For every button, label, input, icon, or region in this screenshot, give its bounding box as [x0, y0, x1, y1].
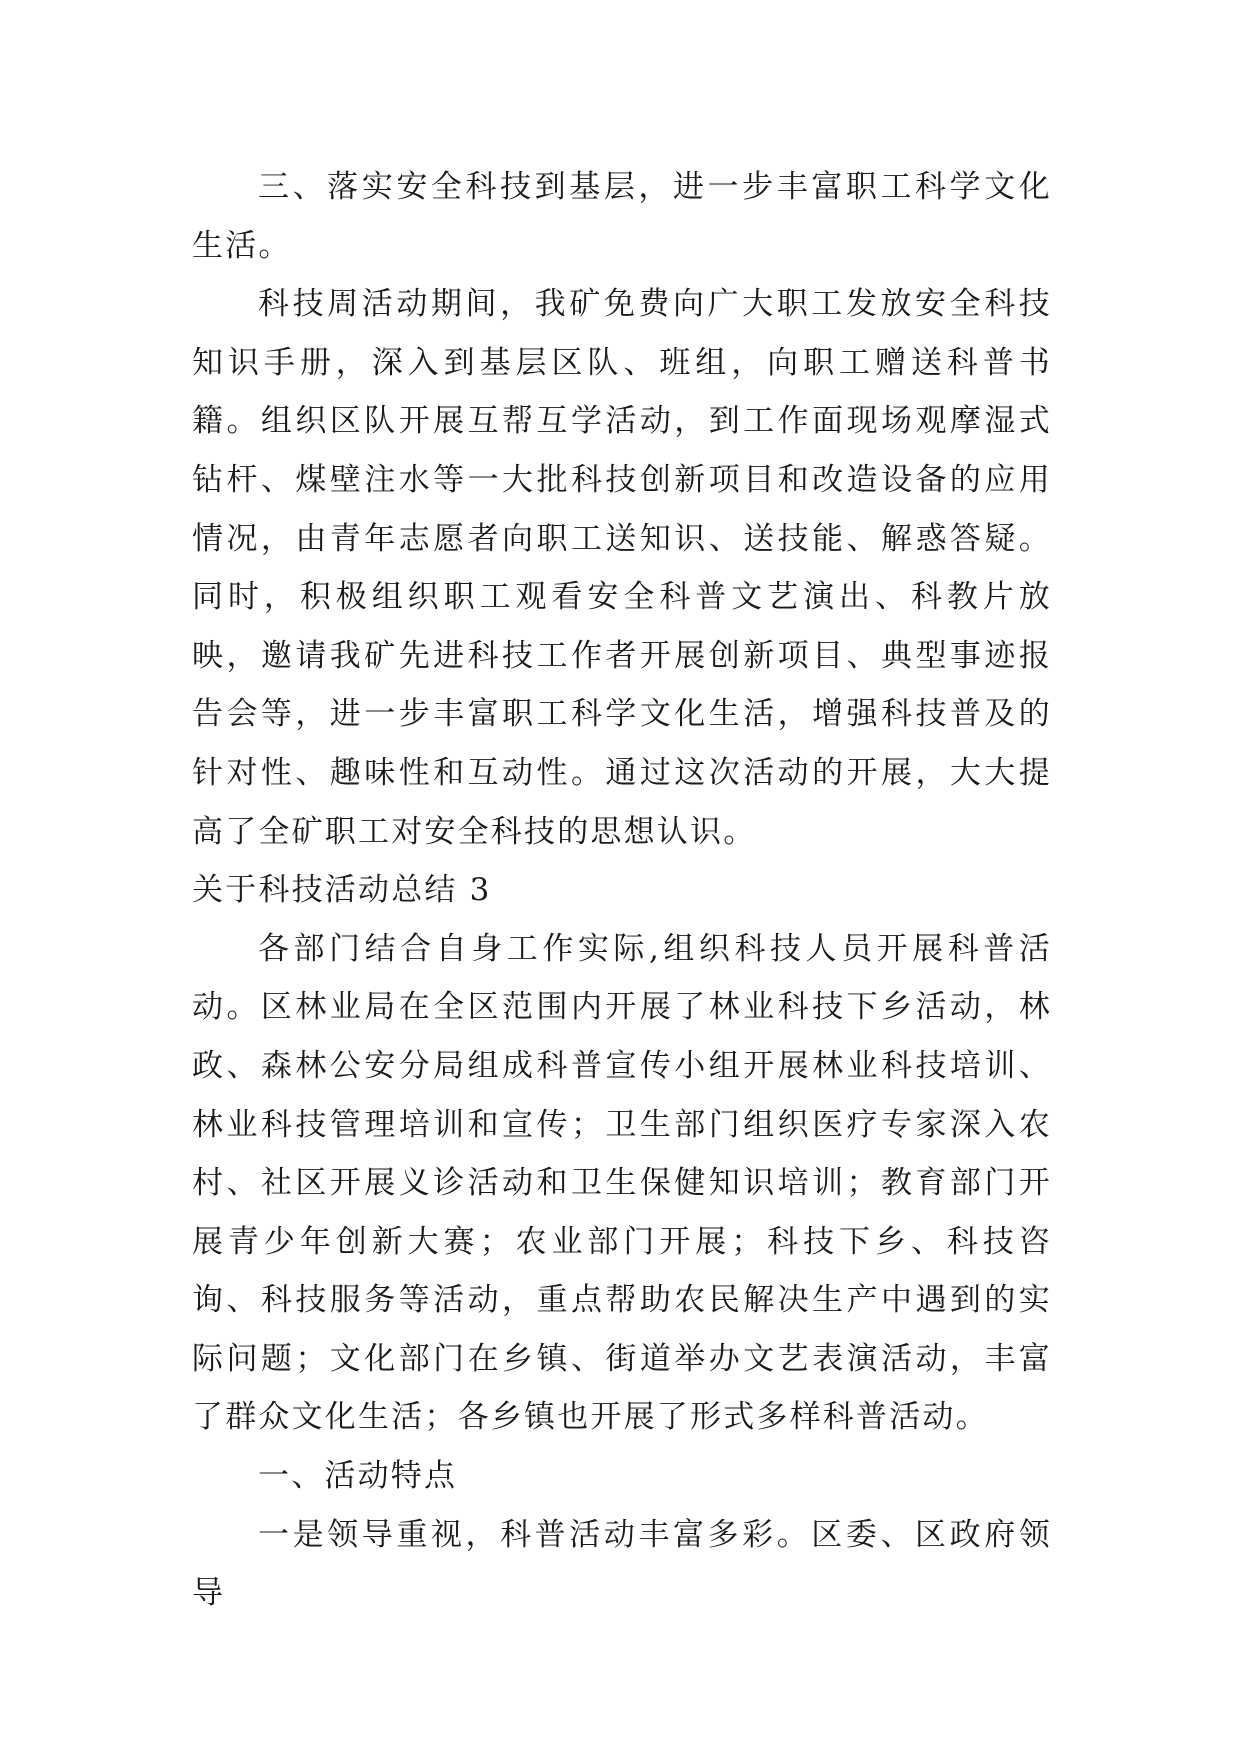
features-heading: 一、活动特点 — [258, 1458, 458, 1495]
document-body — [192, 158, 1052, 1623]
departments-paragraph: 各部门结合自身工作实际,组织科技人员开展科普活动。区林业局在全区范围内开展了林业科技下乡活动，林政、森林公安分局组成科普宣传小组开展林业科技培训、林业科技管理培训和宣传；卫生部门组织医疗专家深入农村、社区开展义诊活动和卫生保健知识培训；教育部门开展青少年创新大赛；农业部门开展；科技下乡、科技咨询、科技服务等活动，重点帮助农民解决生产中遇到的实际问题；文化部门在乡镇、街道举办文艺表演活动，丰富了群众文化生活；各乡镇也开展了形式多样科普活动。 — [192, 930, 1052, 1436]
summary-title: 关于科技活动总结 3 — [192, 872, 492, 909]
section-three-heading: 三、落实安全科技到基层，进一步丰富职工科学文化生活。 — [192, 169, 1052, 264]
tech-week-paragraph: 科技周活动期间，我矿免费向广大职工发放安全科技知识手册，深入到基层区队、班组，向职工赠送科普书籍。组织区队开展互帮互学活动，到工作面现场观摩湿式钻杆、煤壁注水等一大批科技创新项目和改造设备的应用情况，由青年志愿者向职工送知识、送技能、解惑答疑。同时，积极组织职工观看安全科普文艺演出、科教片放映，邀请我矿先进科技工作者开展创新项目、典型事迹报告会等，进一步丰富职工科学文化生活，增强科技普及的针对性、趣味性和互动性。通过这次活动的开展，大大提高了全矿职工对安全科技的思想认识。 — [192, 286, 1052, 850]
leadership-paragraph: 一是领导重视，科普活动丰富多彩。区委、区政府领导 — [192, 1516, 1052, 1612]
